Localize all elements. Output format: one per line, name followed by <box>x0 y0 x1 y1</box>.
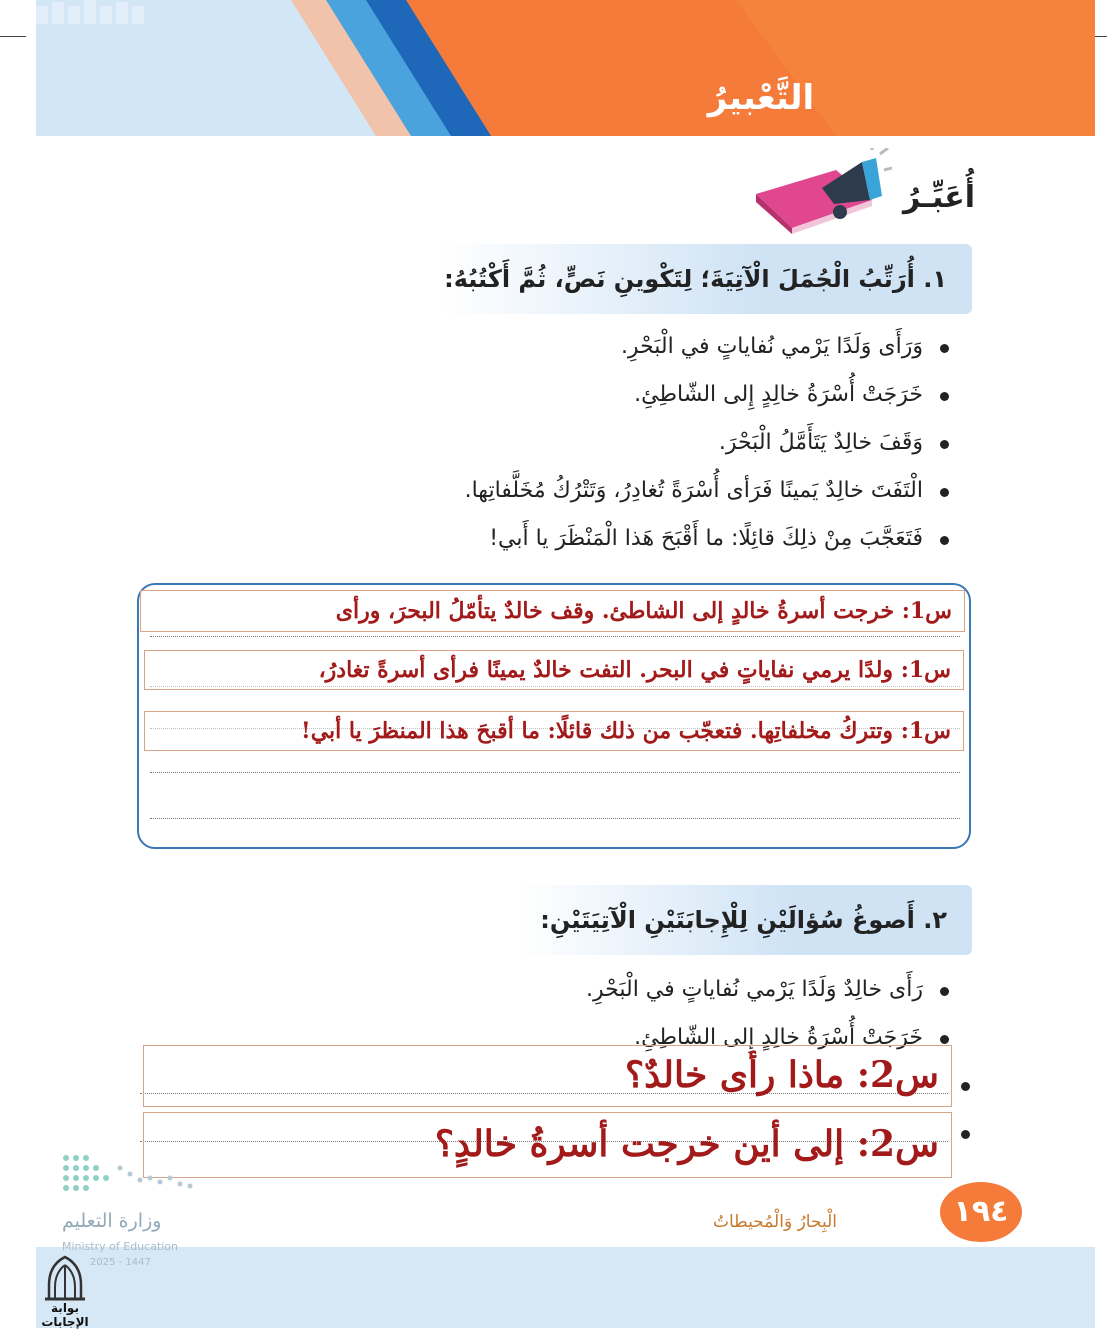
list-item: الْتَفَتَ خالِدٌ يَمينًا فَرَأى أُسْرَةً تُغادِرُ، وَتَتْرُكُ مُخَلَّفاتِها. <box>465 467 949 515</box>
task1-instruction: ١. أُرَتِّبُ الْجُمَلَ الْآتِيَةَ؛ لِتَكْوينِ نَصٍّ، ثُمَّ أَكْتُبُهُ: <box>444 265 947 293</box>
header-stripes <box>36 0 1095 136</box>
list-item: وَرَأَى وَلَدًا يَرْمي نُفاياتٍ في الْبَحْرِ. <box>465 323 949 371</box>
task1-answer-line[interactable]: س1: خرجت أسرةُ خالدٍ إلى الشاطئ. وقف خالدٌ يتأمّلُ البحرَ، ورأى <box>140 590 965 632</box>
gateway-label: بوابة الإجابات <box>41 1301 89 1329</box>
task2-question-answer[interactable]: س2: ماذا رأى خالدٌ؟ <box>143 1045 952 1107</box>
task2-instruction: ٢. أَصوغُ سُؤالَيْنِ لِلْإِجابَتَيْنِ الْآتِيَتَيْنِ: <box>540 906 947 934</box>
task1-sentence-list <box>465 323 949 563</box>
list-item: خَرَجَتْ أُسْرَةُ خالِدٍ إِلى الشّاطِئِ. <box>586 1014 949 1062</box>
footer-bar <box>36 1247 1095 1328</box>
page-number: ١٩٤ <box>940 1182 1022 1242</box>
book-megaphone-icon <box>752 148 892 236</box>
ministry-name-english: Ministry of Education <box>62 1240 179 1253</box>
section-title: أُعَبِّـرُ <box>903 180 975 215</box>
gateway-logo-icon <box>43 1255 87 1301</box>
crop-mark <box>0 36 26 37</box>
chapter-title: التَّعْبيرُ <box>707 78 815 118</box>
list-item: رَأَى خالِدٌ وَلَدًا يَرْمي نُفاياتٍ في الْبَحْرِ. <box>586 966 949 1014</box>
task1-instruction-bar <box>440 244 972 314</box>
ministry-name-arabic: وزارة التعليم <box>62 1210 162 1232</box>
bullet <box>961 1130 970 1139</box>
task2-instruction-bar <box>520 885 972 955</box>
chapter-header <box>36 0 1095 136</box>
edition-year: 2025 - 1447 <box>90 1257 151 1268</box>
task2-question-answer[interactable]: س2: إلى أين خرجت أسرةُ خالدٍ؟ <box>143 1112 952 1178</box>
list-item: فَتَعَجَّبَ مِنْ ذلِكَ قائِلًا: ما أَقْبَحَ هَذا الْمَنْظَرَ يا أَبي! <box>465 515 949 563</box>
writing-line <box>150 772 960 773</box>
writing-line <box>150 636 960 637</box>
bullet <box>961 1082 970 1091</box>
list-item: خَرَجَتْ أُسْرَةُ خالِدٍ إِلى الشّاطِئِ. <box>465 371 949 419</box>
ministry-dots-logo-icon <box>60 1152 200 1202</box>
list-item: وَقَفَ خالِدٌ يَتَأَمَّلُ الْبَحْرَ. <box>465 419 949 467</box>
unit-title: الْبِحارُ وَالْمُحيطاتُ <box>713 1212 837 1232</box>
task1-answer-line[interactable]: س1: ولدًا يرمي نفاياتٍ في البحر. التفت خالدٌ يمينًا فرأى أسرةً تغادرُ، <box>144 650 964 690</box>
task1-answer-line[interactable]: س1: وتتركُ مخلفاتِها. فتعجّب من ذلك قائلًا: ما أقبحَ هذا المنظرَ يا أبي! <box>144 711 964 751</box>
writing-line <box>150 818 960 819</box>
header-pattern-icon <box>36 0 156 24</box>
